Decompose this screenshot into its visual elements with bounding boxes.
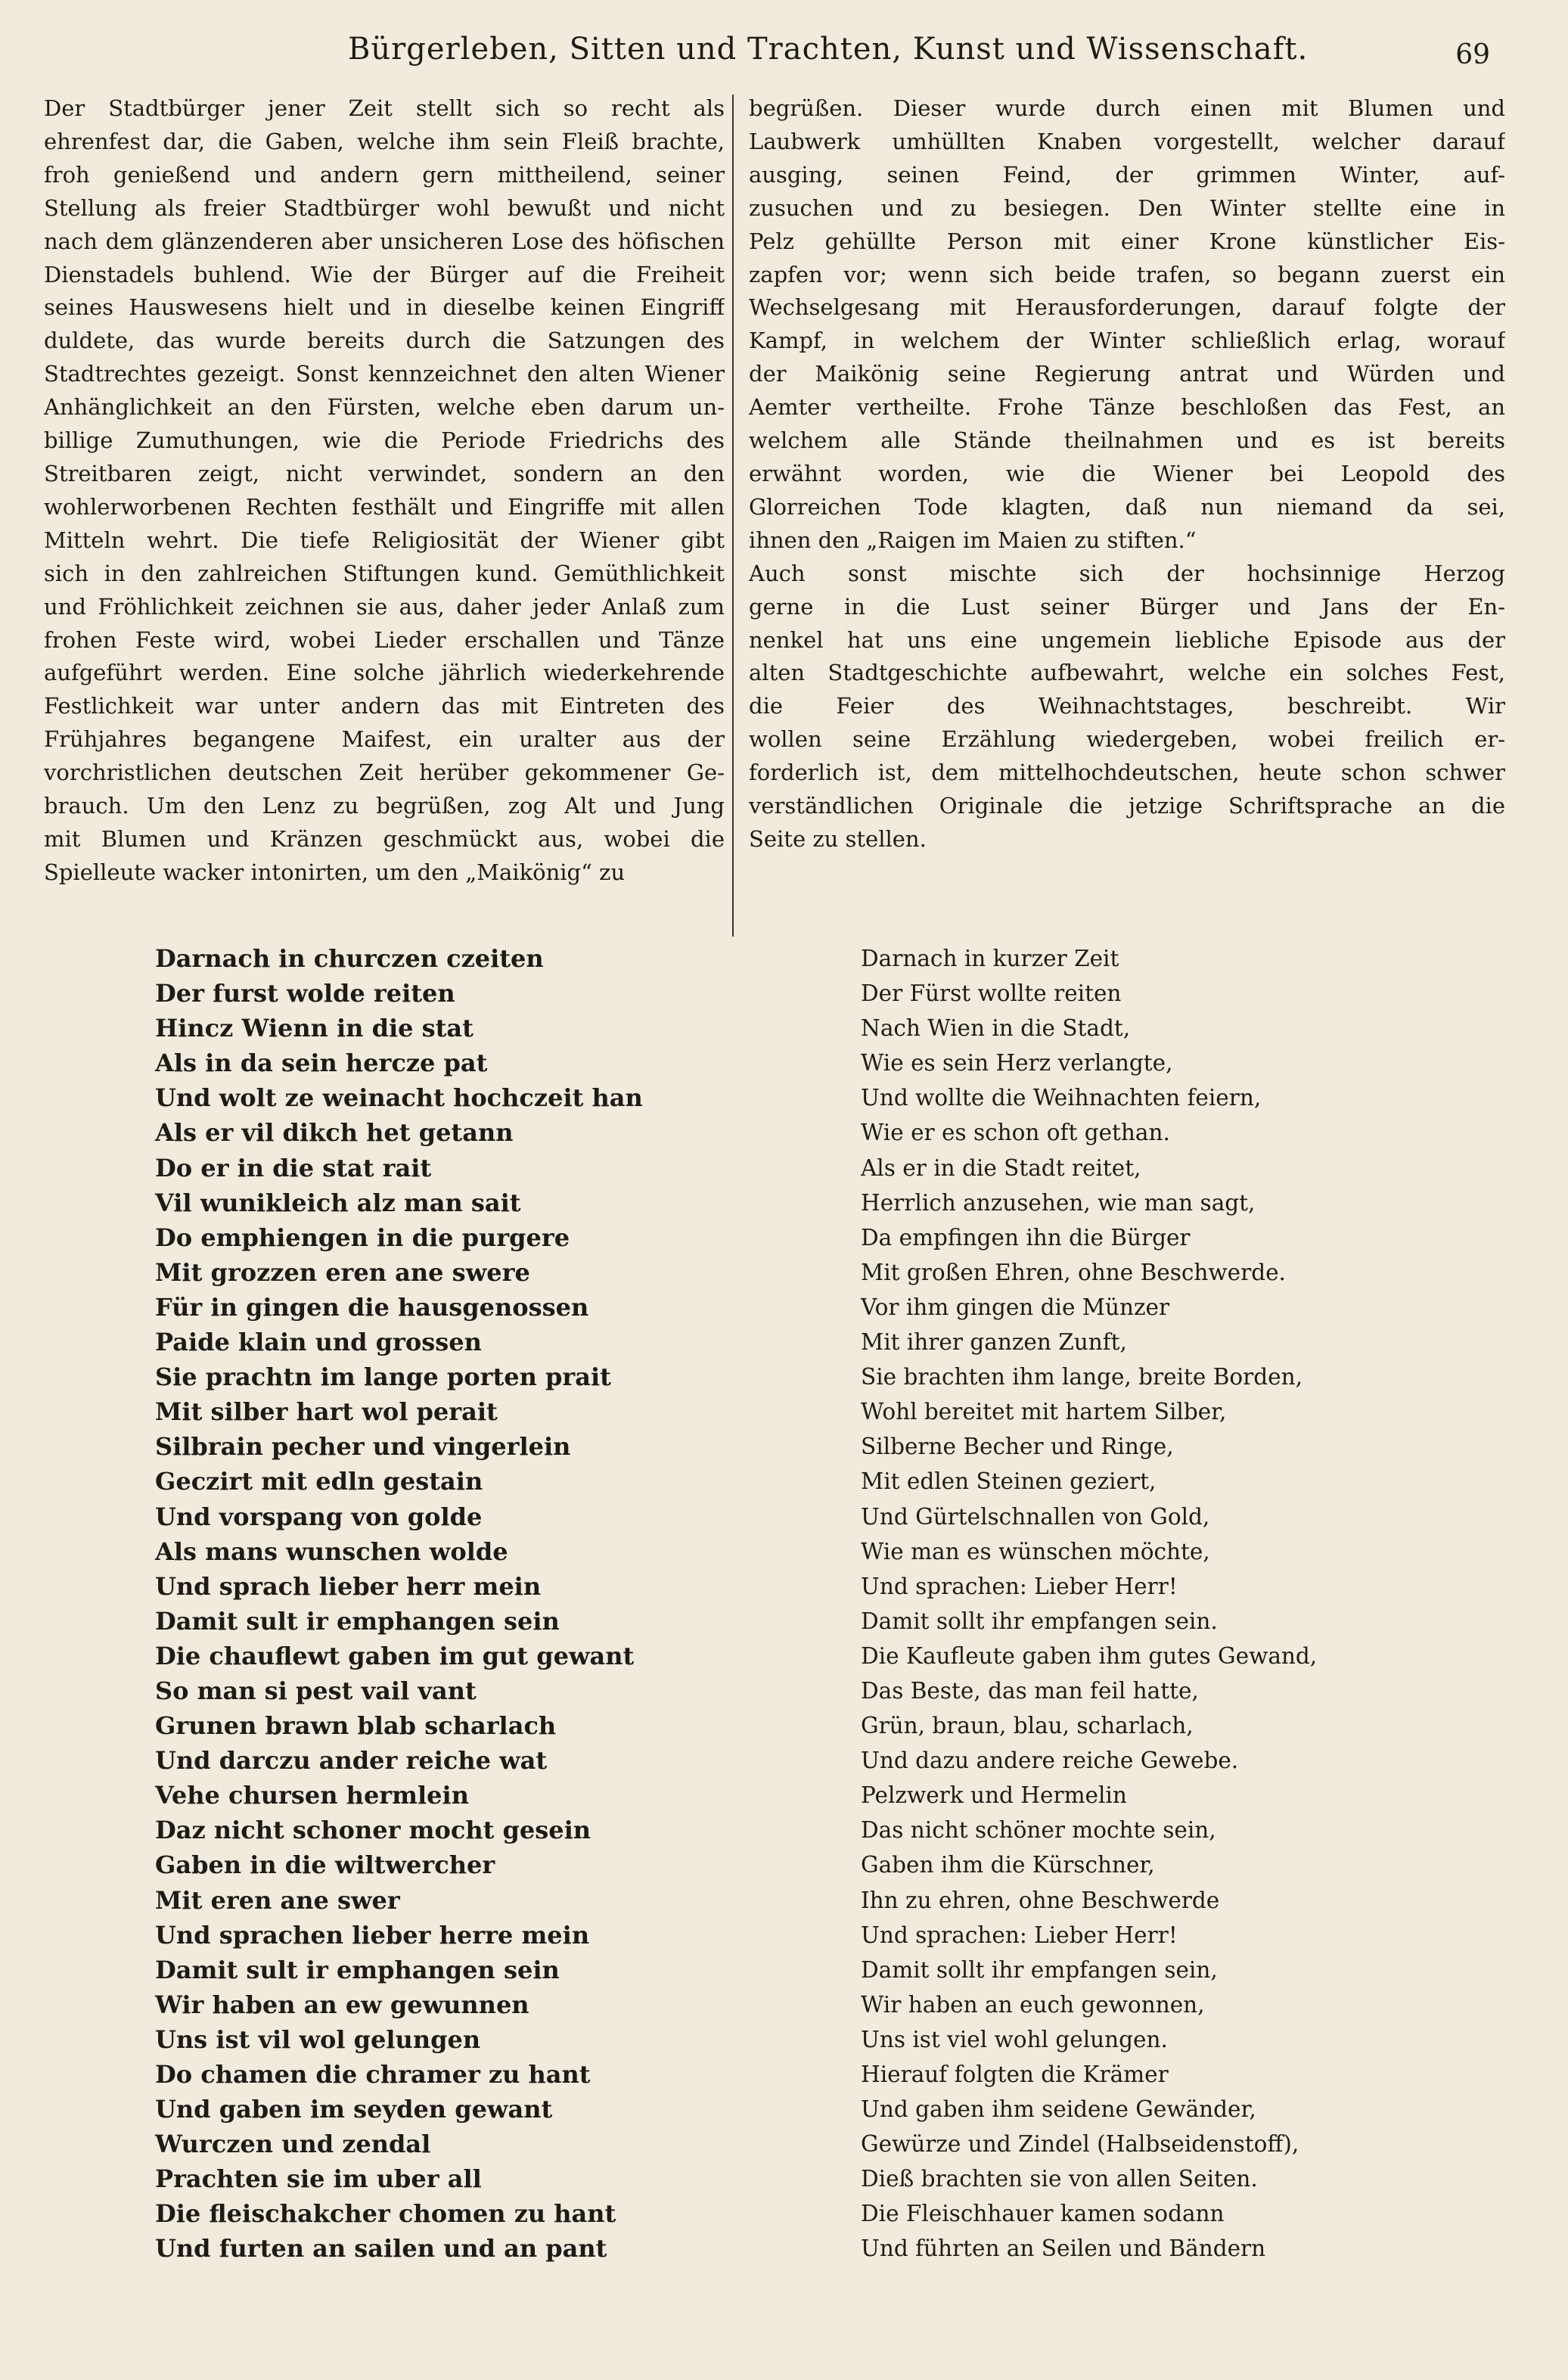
text-line: Wie man es wünschen möchte, [861, 1538, 1210, 1564]
text-line: Mit eren ane swer [155, 1885, 400, 1915]
text-line: Wie es sein Herz verlangte, [861, 1050, 1173, 1077]
text-line: brauch. Um den Lenz zu begrüßen, zog Alt und Jung [44, 793, 725, 819]
text-line: Silbrain pecher und vingerlein [155, 1432, 571, 1462]
text-line: Das Beste, das man feil hatte, [861, 1677, 1199, 1704]
text-line: Sie prachtn im lange porten prait [155, 1362, 611, 1392]
text-line: Spielleute wacker intonirten, um den „Maikönig“ zu [44, 859, 626, 885]
text-line: alten Stadtgeschichte aufbewahrt, welche ein solches Fest, [749, 660, 1505, 686]
text-line: Do chamen die chramer zu hant [155, 2060, 591, 2089]
text-line: Und gaben im seyden gewant [155, 2095, 553, 2124]
text-line: mit Blumen und Kränzen geschmückt aus, wobei die [44, 825, 725, 852]
left-text-column [44, 92, 725, 890]
text-line: Ihn zu ehren, ohne Beschwerde [861, 1887, 1220, 1913]
text-line: Damit sollt ihr empfangen sein, [861, 1956, 1218, 1983]
text-line: Uns ist vil wol gelungen [155, 2024, 481, 2054]
text-line: nach dem glänzenderen aber unsicheren Lose des höfischen [44, 228, 725, 254]
text-line: Paide klain und grossen [155, 1328, 482, 1357]
text-line: Und dazu andere reiche Gewebe. [861, 1748, 1239, 1774]
text-line: Anhänglichkeit an den Fürsten, welche eben darum un- [44, 394, 725, 421]
text-line: Als in da sein hercze pat [155, 1049, 488, 1078]
text-line: Daz nicht schoner mocht gesein [155, 1816, 591, 1845]
text-line: Prachten sie im uber all [155, 2164, 482, 2194]
text-line: Do emphiengen in die purgere [155, 1223, 570, 1252]
text-line: gerne in die Lust seiner Bürger und Jans der En- [749, 593, 1505, 620]
page-header [91, 23, 1498, 91]
text-line: verständlichen Originale die jetzige Schriftsprache an die [749, 793, 1505, 819]
text-line: welchem alle Stände theilnahmen und es ist bereits [749, 427, 1505, 454]
text-line: die Feier des Weihnachtstages, beschreibt. Wir [749, 693, 1505, 719]
text-line: Gaben ihm die Kürschner, [861, 1852, 1155, 1878]
text-line: nenkel hat uns eine ungemein liebliche Episode aus der [749, 626, 1505, 653]
text-line: zusuchen und zu besiegen. Den Winter stellte eine in [749, 194, 1505, 221]
text-line: ehrenfest dar, die Gaben, welche ihm sein Fleiß brachte, [44, 128, 725, 154]
text-line: So man si pest vail vant [155, 1676, 477, 1705]
text-line: Uns ist viel wohl gelungen. [861, 2026, 1168, 2052]
text-line: Und führten an Seilen und Bändern [861, 2236, 1266, 2262]
text-line: Die fleischakcher chomen zu hant [155, 2199, 616, 2229]
text-line: Und sprachen: Lieber Herr! [861, 1573, 1178, 1599]
text-line: seines Hauswesens hielt und in dieselbe keinen Eingriff [44, 294, 725, 321]
text-line: Und gaben ihm seidene Gewänder, [861, 2096, 1256, 2123]
text-line: Vor ihm gingen die Münzer [861, 1294, 1170, 1320]
text-line: Wir haben an euch gewonnen, [861, 1991, 1205, 2018]
text-line: Für in gingen die hausgenossen [155, 1292, 589, 1322]
text-line: aufgeführt werden. Eine solche jährlich wiederkehrende [44, 660, 725, 686]
text-line: Auch sonst mischte sich der hochsinnige Herzog [749, 560, 1505, 586]
text-line: Seite zu stellen. [749, 825, 927, 852]
running-title: Bürgerleben, Sitten und Trachten, Kunst und Wissenschaft. [348, 32, 1309, 67]
text-line: Als er vil dikch het getann [155, 1118, 514, 1148]
poem-modern-german [861, 941, 1526, 2267]
text-line: Das nicht schöner mochte sein, [861, 1817, 1216, 1844]
text-line: Und furten an sailen und an pant [155, 2234, 607, 2263]
text-line: Damit sult ir emphangen sein [155, 1606, 560, 1636]
poem-middle-high-german [155, 941, 730, 2267]
text-line: sich in den zahlreichen Stiftungen kund. Gemüthlichkeit [44, 560, 725, 586]
text-line: Der Stadtbürger jener Zeit stellt sich so recht als [44, 95, 725, 121]
text-line: Stadtrechtes gezeigt. Sonst kennzeichnet den alten Wiener [44, 361, 725, 387]
text-line: Streitbaren zeigt, nicht verwindet, sondern an den [44, 460, 725, 486]
text-line: Dienstadels buhlend. Wie der Bürger auf die Freiheit [44, 261, 725, 287]
text-line: Wie er es schon oft gethan. [861, 1120, 1170, 1146]
text-line: Und sprach lieber herr mein [155, 1571, 542, 1601]
text-line: und Fröhlichkeit zeichnen sie aus, daher jeder Anlaß zum [44, 593, 725, 620]
text-line: Grün, braun, blau, scharlach, [861, 1713, 1194, 1739]
text-line: Silberne Becher und Ringe, [861, 1434, 1174, 1460]
text-line: vorchristlichen deutschen Zeit herüber gekommener Ge- [44, 760, 725, 786]
text-line: wohlerworbenen Rechten festhält und Eingriffe mit allen [44, 493, 725, 520]
text-line: Festlichkeit war unter andern das mit Eintreten des [44, 693, 725, 719]
text-line: Als er in die Stadt reitet, [861, 1154, 1141, 1181]
text-line: froh genießend und andern gern mittheilend, seiner [44, 161, 725, 188]
text-line: Als mans wunschen wolde [155, 1536, 508, 1566]
text-line: Mit großen Ehren, ohne Beschwerde. [861, 1259, 1286, 1285]
text-line: Der Fürst wollte reiten [861, 980, 1122, 1007]
text-line: Wir haben an ew gewunnen [155, 1990, 529, 2019]
text-line: Sie brachten ihm lange, breite Borden, [861, 1364, 1303, 1390]
text-line: Und darczu ander reiche wat [155, 1746, 548, 1776]
text-line: billige Zumuthungen, wie die Periode Friedrichs des [44, 427, 725, 454]
right-text-column [749, 92, 1505, 856]
text-line: Do er in die stat rait [155, 1153, 432, 1182]
text-line: Grunen brawn blab scharlach [155, 1711, 557, 1741]
text-line: Glorreichen Tode klagten, daß nun niemand da sei, [749, 493, 1505, 520]
text-line: Darnach in kurzer Zeit [861, 946, 1119, 971]
text-line: Damit sollt ihr empfangen sein. [861, 1608, 1218, 1634]
text-line: Und wollte die Weihnachten feiern, [861, 1085, 1262, 1111]
text-line: ihnen den „Raigen im Maien zu stiften.“ [749, 527, 1197, 553]
text-line: Mit edlen Steinen geziert, [861, 1468, 1157, 1495]
text-line: Stellung als freier Stadtbürger wohl bewußt und nicht [44, 194, 725, 221]
text-line: Dieß brachten sie von allen Seiten. [861, 2166, 1258, 2192]
text-line: wollen seine Erzählung wiedergeben, wobei freilich er- [749, 726, 1505, 753]
text-line: Mitteln wehrt. Die tiefe Religiosität der Wiener gibt [44, 527, 725, 553]
text-line: Gaben in die wiltwercher [155, 1850, 495, 1880]
text-line: Hierauf folgten die Krämer [861, 2062, 1169, 2087]
text-line: begrüßen. Dieser wurde durch einen mit Blumen und [749, 95, 1505, 121]
text-line: Gewürze und Zindel (Halbseidenstoff), [861, 2131, 1299, 2158]
text-line: Laubwerk umhüllten Knaben vorgestellt, welcher darauf [749, 128, 1505, 154]
text-line: Und sprachen: Lieber Herr! [861, 1922, 1178, 1948]
text-line: Geczirt mit edln gestain [155, 1467, 483, 1496]
text-line: Und wolt ze weinacht hochczeit han [155, 1083, 643, 1113]
text-line: Wohl bereitet mit hartem Silber, [861, 1399, 1227, 1425]
text-line: Frühjahres begangene Maifest, ein uralter aus der [44, 726, 725, 753]
text-line: Hincz Wienn in die stat [155, 1014, 474, 1043]
page-number: 69 [1455, 39, 1490, 70]
text-line: Kampf, in welchem der Winter schließlich erlag, worauf [749, 328, 1505, 354]
text-line: duldete, das wurde bereits durch die Satzungen des [44, 328, 725, 354]
text-line: Mit silber hart wol perait [155, 1397, 498, 1427]
text-line: Darnach in churczen czeiten [155, 944, 544, 973]
text-line: Mit ihrer ganzen Zunft, [861, 1329, 1127, 1356]
text-line: Und sprachen lieber herre mein [155, 1920, 590, 1950]
text-line: Da empfingen ihn die Bürger [861, 1224, 1191, 1251]
text-line: Pelz gehüllte Person mit einer Krone künstlicher Eis- [749, 228, 1505, 254]
text-line: Vil wunikleich alz man sait [155, 1188, 521, 1217]
text-line: erwähnt worden, wie die Wiener bei Leopold des [749, 460, 1505, 486]
text-line: Die chauflewt gaben im gut gewant [155, 1641, 635, 1670]
text-line: forderlich ist, dem mittelhochdeutschen, heute schon schwer [749, 760, 1505, 786]
text-line: Die Kaufleute gaben ihm gutes Gewand, [861, 1642, 1318, 1669]
text-line: Aemter vertheilte. Frohe Tänze beschloßen das Fest, an [749, 394, 1505, 421]
text-line: Damit sult ir emphangen sein [155, 1955, 560, 1984]
text-line: Und Gürtelschnallen von Gold, [861, 1503, 1210, 1530]
text-line: Wurczen und zendal [155, 2130, 431, 2159]
text-line: zapfen vor; wenn sich beide trafen, so begann zuerst ein [749, 261, 1505, 287]
text-line: Der furst wolde reiten [155, 979, 455, 1008]
text-line: Die Fleischhauer kamen sodann [861, 2201, 1225, 2227]
text-line: der Maikönig seine Regierung antrat und Würden und [749, 361, 1505, 387]
text-line: Vehe chursen hermlein [155, 1781, 469, 1810]
text-line: Nach Wien in die Stadt, [861, 1015, 1131, 1042]
text-line: frohen Feste wird, wobei Lieder erschallen und Tänze [44, 626, 725, 653]
text-line: Herrlich anzusehen, wie man sagt, [861, 1189, 1256, 1216]
text-line: Und vorspang von golde [155, 1502, 483, 1531]
text-line: Pelzwerk und Hermelin [861, 1782, 1127, 1809]
text-line: ausging, seinen Feind, der grimmen Winter, auf- [749, 161, 1505, 188]
column-divider [732, 95, 734, 937]
text-line: Mit grozzen eren ane swere [155, 1257, 530, 1287]
text-line: Wechselgesang mit Herausforderungen, darauf folgte der [749, 294, 1505, 321]
